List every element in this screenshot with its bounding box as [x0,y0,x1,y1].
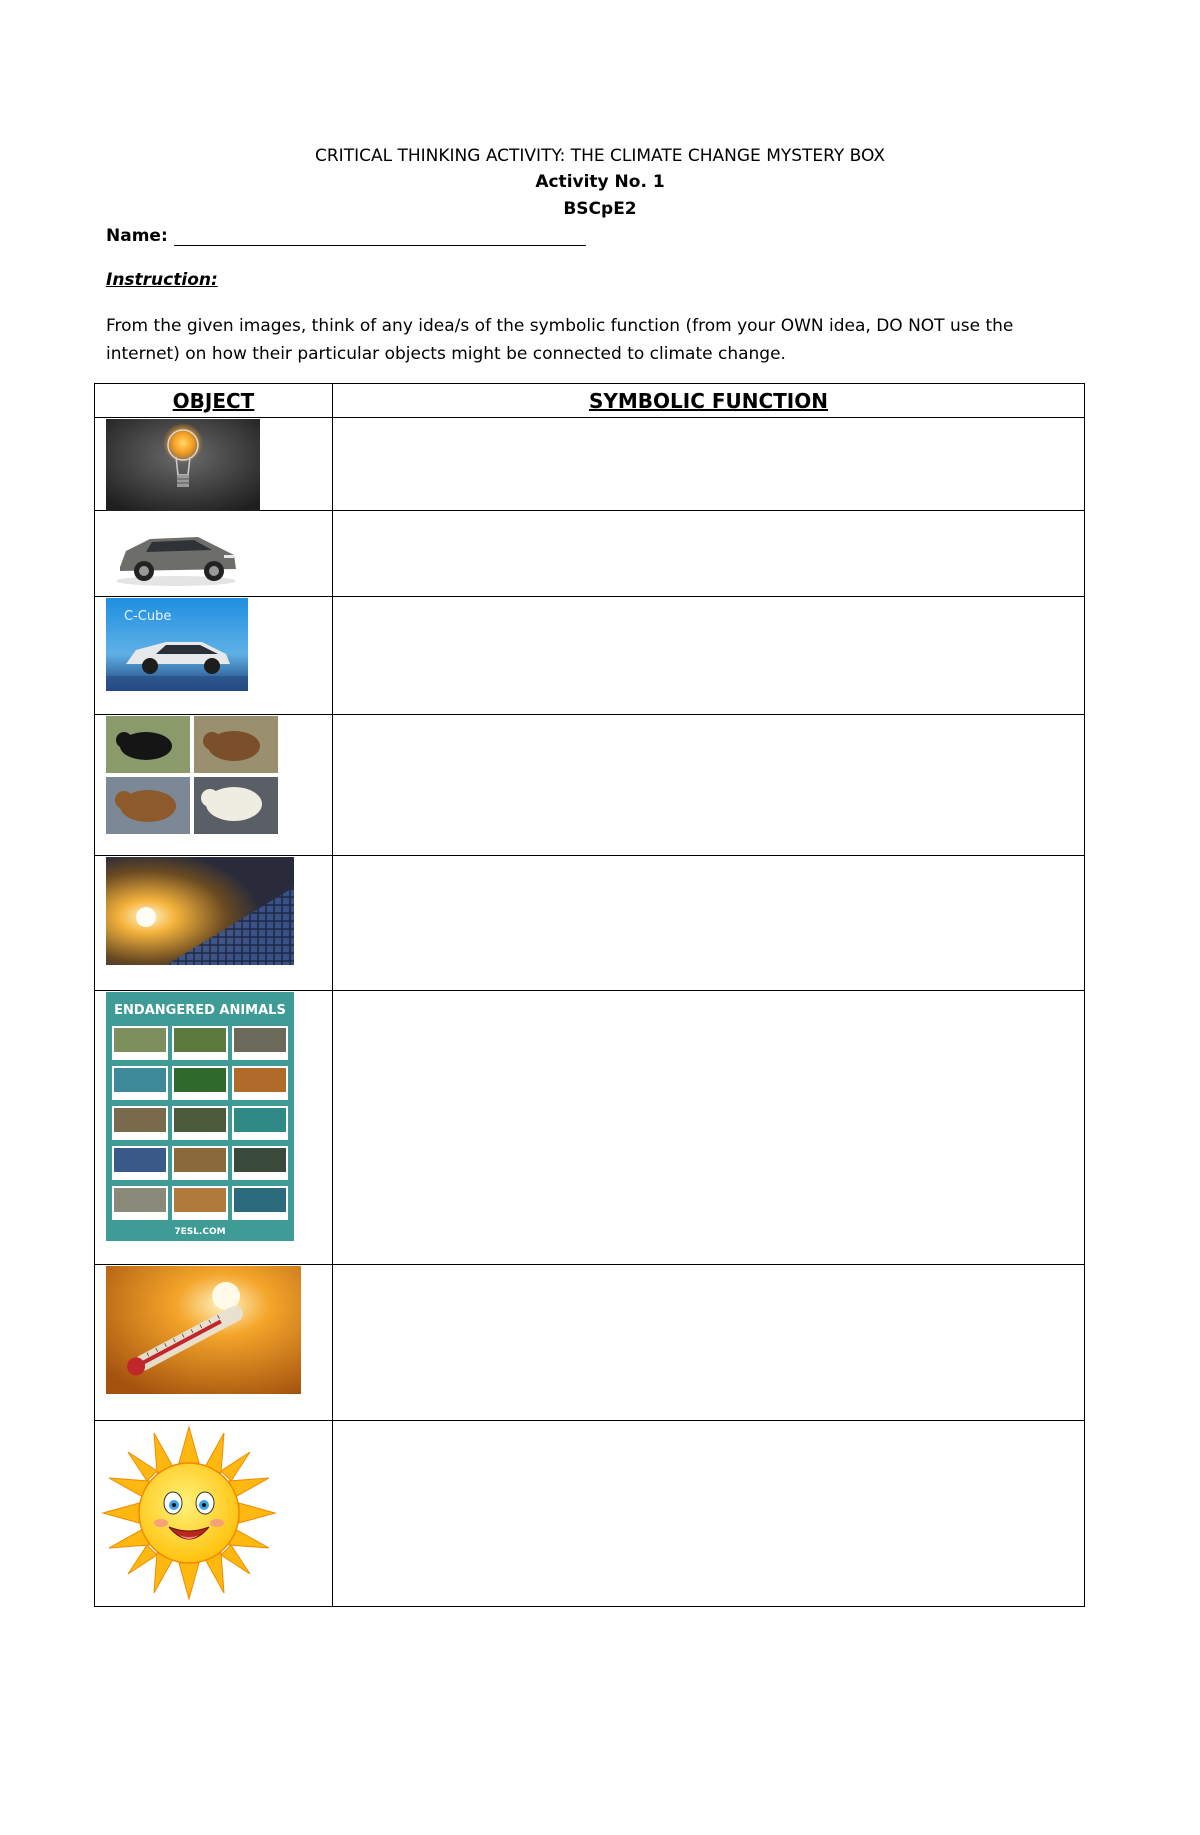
suv-car-image [106,515,246,595]
solar-panels-image [106,857,294,965]
table-row [95,1421,1085,1607]
object-cell [95,991,333,1265]
table-row [95,715,1085,856]
thermometer-heat-image [106,1266,301,1394]
activity-number: Activity No. 1 [535,172,665,192]
poster-title: ENDANGERED ANIMALS [114,1003,286,1018]
name-label: Name: [106,226,168,246]
worksheet-title: CRITICAL THINKING ACTIVITY: THE CLIMATE CHANGE MYSTERY BOX [315,146,885,166]
table-row [95,1265,1085,1421]
symbolic-function-cell[interactable] [333,597,1085,715]
endangered-animals-poster-image [106,992,294,1241]
light-bulb-image [106,419,260,511]
object-cell [95,418,333,511]
electric-concept-car-image [106,598,248,691]
column-header-symbolic-function: SYMBOLIC FUNCTION [333,384,1085,418]
table-header-row [95,384,1085,418]
bears-collage-image [106,716,278,834]
symbolic-function-cell[interactable] [333,511,1085,597]
object-cell [95,597,333,715]
symbolic-function-cell[interactable] [333,856,1085,991]
symbolic-function-cell[interactable] [333,715,1085,856]
section-code: BSCpE2 [563,199,637,219]
instruction-heading: Instruction: [106,270,218,290]
symbolic-function-cell[interactable] [333,991,1085,1265]
object-cell [95,715,333,856]
table-row [95,418,1085,511]
table-row [95,511,1085,597]
table-row [95,991,1085,1265]
instruction-text: From the given images, think of any idea/s of the symbolic function (from your OWN idea, DO NOT use the internet) on how their particular objects might be connected to climate change. [106,316,1014,364]
table-row [95,597,1085,715]
activity-table [94,383,1085,1607]
object-cell [95,511,333,597]
table-row [95,856,1085,991]
symbolic-function-cell[interactable] [333,418,1085,511]
object-cell [95,856,333,991]
smiling-sun-image [99,1423,279,1603]
column-header-object: OBJECT [95,384,333,418]
name-field[interactable] [174,229,586,246]
symbolic-function-cell[interactable] [333,1265,1085,1421]
car-sign-text: C-Cube [124,609,172,624]
object-cell [95,1421,333,1607]
symbolic-function-cell[interactable] [333,1421,1085,1607]
name-row [106,226,586,246]
poster-footer: 7ESL.COM [174,1227,226,1237]
object-cell [95,1265,333,1421]
